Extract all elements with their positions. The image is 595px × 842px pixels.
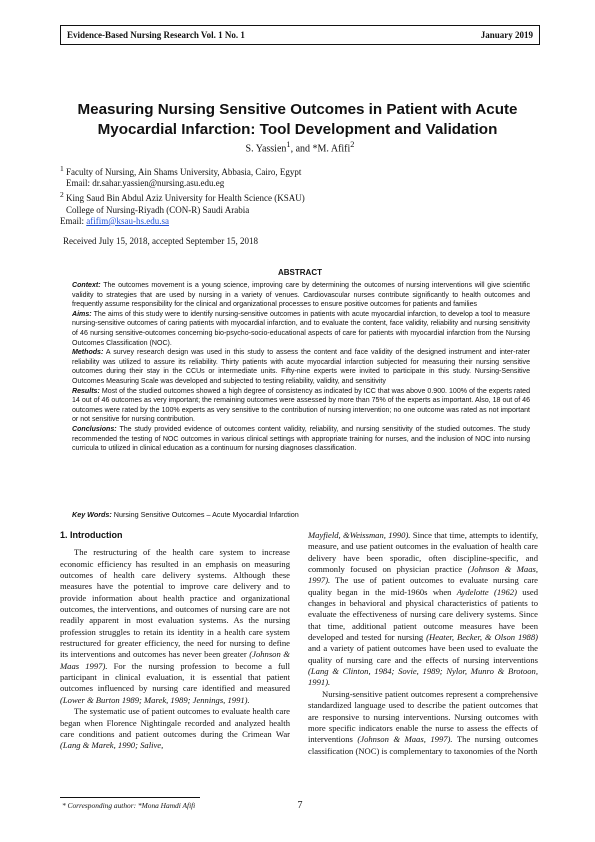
footnote-divider xyxy=(60,797,200,798)
intro-paragraph-1: The restructuring of the health care system to increase economic efficiency has resulted in an emphasis on measuring outcomes of health care delivery systems. Although these measures have the potential to improve care delivery and to provide information about health practice and organizational outcomes, the interventions, and outcomes of nursing care are not readily apparent in most evaluation systems. As the nursing profession struggles to retain its identity in a health care system restructured for greater efficiency, the need for nursing to define its interventions and outcomes has never been greater (Johnson & Maas 1997). For the nursing profession to become a full participant in clinical evaluation, it is essential that patient outcomes influenced by nursing care identified and measured (Lower & Burton 1989; Marek, 1989; Jennings, 1991). xyxy=(60,547,290,705)
abstract-context xyxy=(72,281,530,310)
abstract-conclusions xyxy=(72,425,530,454)
methods-text: A survey research design was used in this study to assess the content and face validity of the designed instrument and inter-rater reliability was utilized to assure its reliability. Thirty patients with acute myocardial infarction subjected for measuring their nursing sensitive outcomes during their stay in the CCUs or intermediate units. Fifty-nine experts were invited to participate in this study. Nursing-Sensitive Outcomes Measuring Scale was developed and subjected to testing reliability, validity, and sensitivity xyxy=(72,349,530,385)
author-separator: , and *M. Afifi xyxy=(290,143,351,155)
corresponding-author-footnote: * Corresponding author: *Mona Hamdi Afifi xyxy=(62,801,196,810)
citation: (Lower & Burton 1989; Marek, 1989; Jennings, 1991). xyxy=(60,694,250,705)
citation: (Johnson & Maas 1997). xyxy=(60,649,290,671)
citation: Aydelotte (1962) xyxy=(456,586,517,597)
affiliation-2: King Saud Bin Abdul Aziz University for Health Science (KSAU) xyxy=(63,193,305,204)
title-line-1: Measuring Nursing Sensitive Outcomes in Patient with Acute xyxy=(77,101,518,118)
journal-name: Evidence-Based Nursing Research Vol. 1 No. 1 xyxy=(67,30,245,40)
email-label: Email: xyxy=(60,215,87,226)
context-label: Context: xyxy=(72,282,101,289)
abstract-methods xyxy=(72,348,530,386)
body-column-left xyxy=(60,530,290,752)
author-1: S. Yassien xyxy=(245,143,287,155)
intro-paragraph-2: The systematic use of patient outcomes to evaluate health care began when Florence Nightingale recorded and analyzed health care conditions and patient outcomes during the Crimean War (Lang & Marek, 1990; Salive, xyxy=(60,706,290,751)
author-2-affiliation-mark: 2 xyxy=(350,140,355,149)
affiliation-1-mark: 1 xyxy=(60,164,64,173)
keywords-label: Key Words: xyxy=(72,510,112,519)
running-header xyxy=(60,25,540,45)
aims-text: The aims of this study were to identify nursing-sensitive outcomes in patients with acute myocardial infarction, to develop a tool to measure nursing-sensitive outcomes of caring patients with myocardial infarction, and to evaluate the content, face validity, reliability and nursing sensitivity of 46 nursing sensitive-outcomes concerning bio-psycho-socio-educational aspects of care for patients with myocardial infarction from the Nursing Outcomes Classification (NOC). xyxy=(72,310,530,347)
citation: (Lang & Clinton, 1984; Sovie, 1989; Nylor, Munro & Brotoon, 1991). xyxy=(308,666,538,688)
affiliation-1: Faculty of Nursing, Ain Shams University, Abbasia, Cairo, Egypt xyxy=(63,167,302,177)
citation: (Johnson & Maas, 1997). xyxy=(357,734,453,745)
abstract-results xyxy=(72,387,530,425)
affiliations xyxy=(60,163,540,227)
abstract-body xyxy=(72,281,530,454)
keywords xyxy=(72,510,530,519)
conclusions-label: Conclusions: xyxy=(72,425,117,433)
affiliation-1-email: Email: dr.sahar.yassien@nursing.asu.edu.eg xyxy=(66,178,225,189)
paper-title xyxy=(40,100,555,140)
received-dates: Received July 15, 2018, accepted September 15, 2018 xyxy=(63,236,258,246)
affiliation-2-mark: 2 xyxy=(60,190,64,200)
methods-label: Methods: xyxy=(72,349,104,357)
intro-paragraph-2-continued: Mayfield, &Weissman, 1990). Since that time, attempts to identify, measure, and use patient outcomes in the evaluation of health care delivery have been sporadic, often discipline-specific, and commonly focused on physician practice (Johnson & Maas, 1997). The use of patient outcomes to evaluate nursing care quality began in the mid-1960s when Aydelotte (1962) used changes in behavioral and physical characteristics of patients to evaluate the effectiveness of nursing care delivery systems. Since that time, additional patient outcome measures have been developed and tested for nursing (Heater, Becker, & Olson 1988) and a variety of patient outcomes have been used to evaluate the quality of nursing care and the effects of nursing interventions (Lang & Clinton, 1984; Sovie, 1989; Nylor, Munro & Brotoon, 1991). xyxy=(308,530,539,688)
page-number: 7 xyxy=(297,800,303,811)
context-text: The outcomes movement is a young science, improving care by determining the outcomes of nursing interventions will give scientific validity to strategies that are used by nursing in a variety of venues. Cardiovascular nurses contribute significantly to health outcomes and frequently assume responsibility for the clinical and organizational processes to ensure positive outcomes for patients and families xyxy=(72,282,530,309)
section-heading-introduction: 1. Introduction xyxy=(60,530,123,540)
author-1-affiliation-mark: 1 xyxy=(286,140,291,149)
intro-paragraph-3: Nursing-sensitive patient outcomes represent a comprehensive standardized language used to describe the patient outcomes that are responsive to nursing interventions. Nursing outcomes with more specific indicators enable the nurse to assess the effects of interventions (Johnson & Maas, 1997). The nursing outcomes classification (NOC) is complementary to taxonomies of the North xyxy=(308,688,538,756)
corresponding-email-link[interactable]: afifim@ksau-hs.edu.sa xyxy=(86,215,170,226)
abstract-aims xyxy=(72,310,530,348)
citation: (Lang & Marek, 1990; Salive, xyxy=(60,740,164,751)
abstract-heading: ABSTRACT xyxy=(278,268,322,277)
results-label: Results: xyxy=(72,387,100,395)
citation: (Heater, Becker, & Olson 1988) xyxy=(426,632,538,643)
affiliation-2-line-2: College of Nursing-Riyadh (CON-R) Saudi Arabia xyxy=(66,204,250,215)
keywords-text: Nursing Sensitive Outcomes – Acute Myocardial Infarction xyxy=(111,510,299,519)
title-line-2: Myocardial Infarction: Tool Development and Validation xyxy=(97,121,498,138)
citation: Mayfield, &Weissman, 1990). xyxy=(308,530,411,540)
results-text: Most of the studied outcomes showed a high degree of consistency as indicated by ICC that was above 0.900. 100% of the experts rated 14 out of 46 outcomes as very important; the remaining outcomes were assessed by more than 75% of the experts as important. Also, 18 out of 46 outcomes were rated by the 100% experts as very sensitive to the contribution of nursing intervention; no one outcome was rated as not important or not sensitive for nursing contribution. xyxy=(72,387,530,424)
body-column-right xyxy=(308,530,538,757)
citation: (Johnson & Maas, 1997). xyxy=(308,564,539,586)
conclusions-text: The study provided evidence of outcomes content validity, reliability, and nursing sensitivity of the studied outcomes. The study recommended the testing of NOC outcomes in various clinical settings with appropriate training for nurses, and the inclusion of NOC into nursing curricula to utilized in clinical education as a continuum for nursing diagnoses classification. xyxy=(72,425,530,453)
author-list xyxy=(60,140,540,154)
aims-label: Aims: xyxy=(72,310,92,318)
issue-date: January 2019 xyxy=(480,30,533,40)
